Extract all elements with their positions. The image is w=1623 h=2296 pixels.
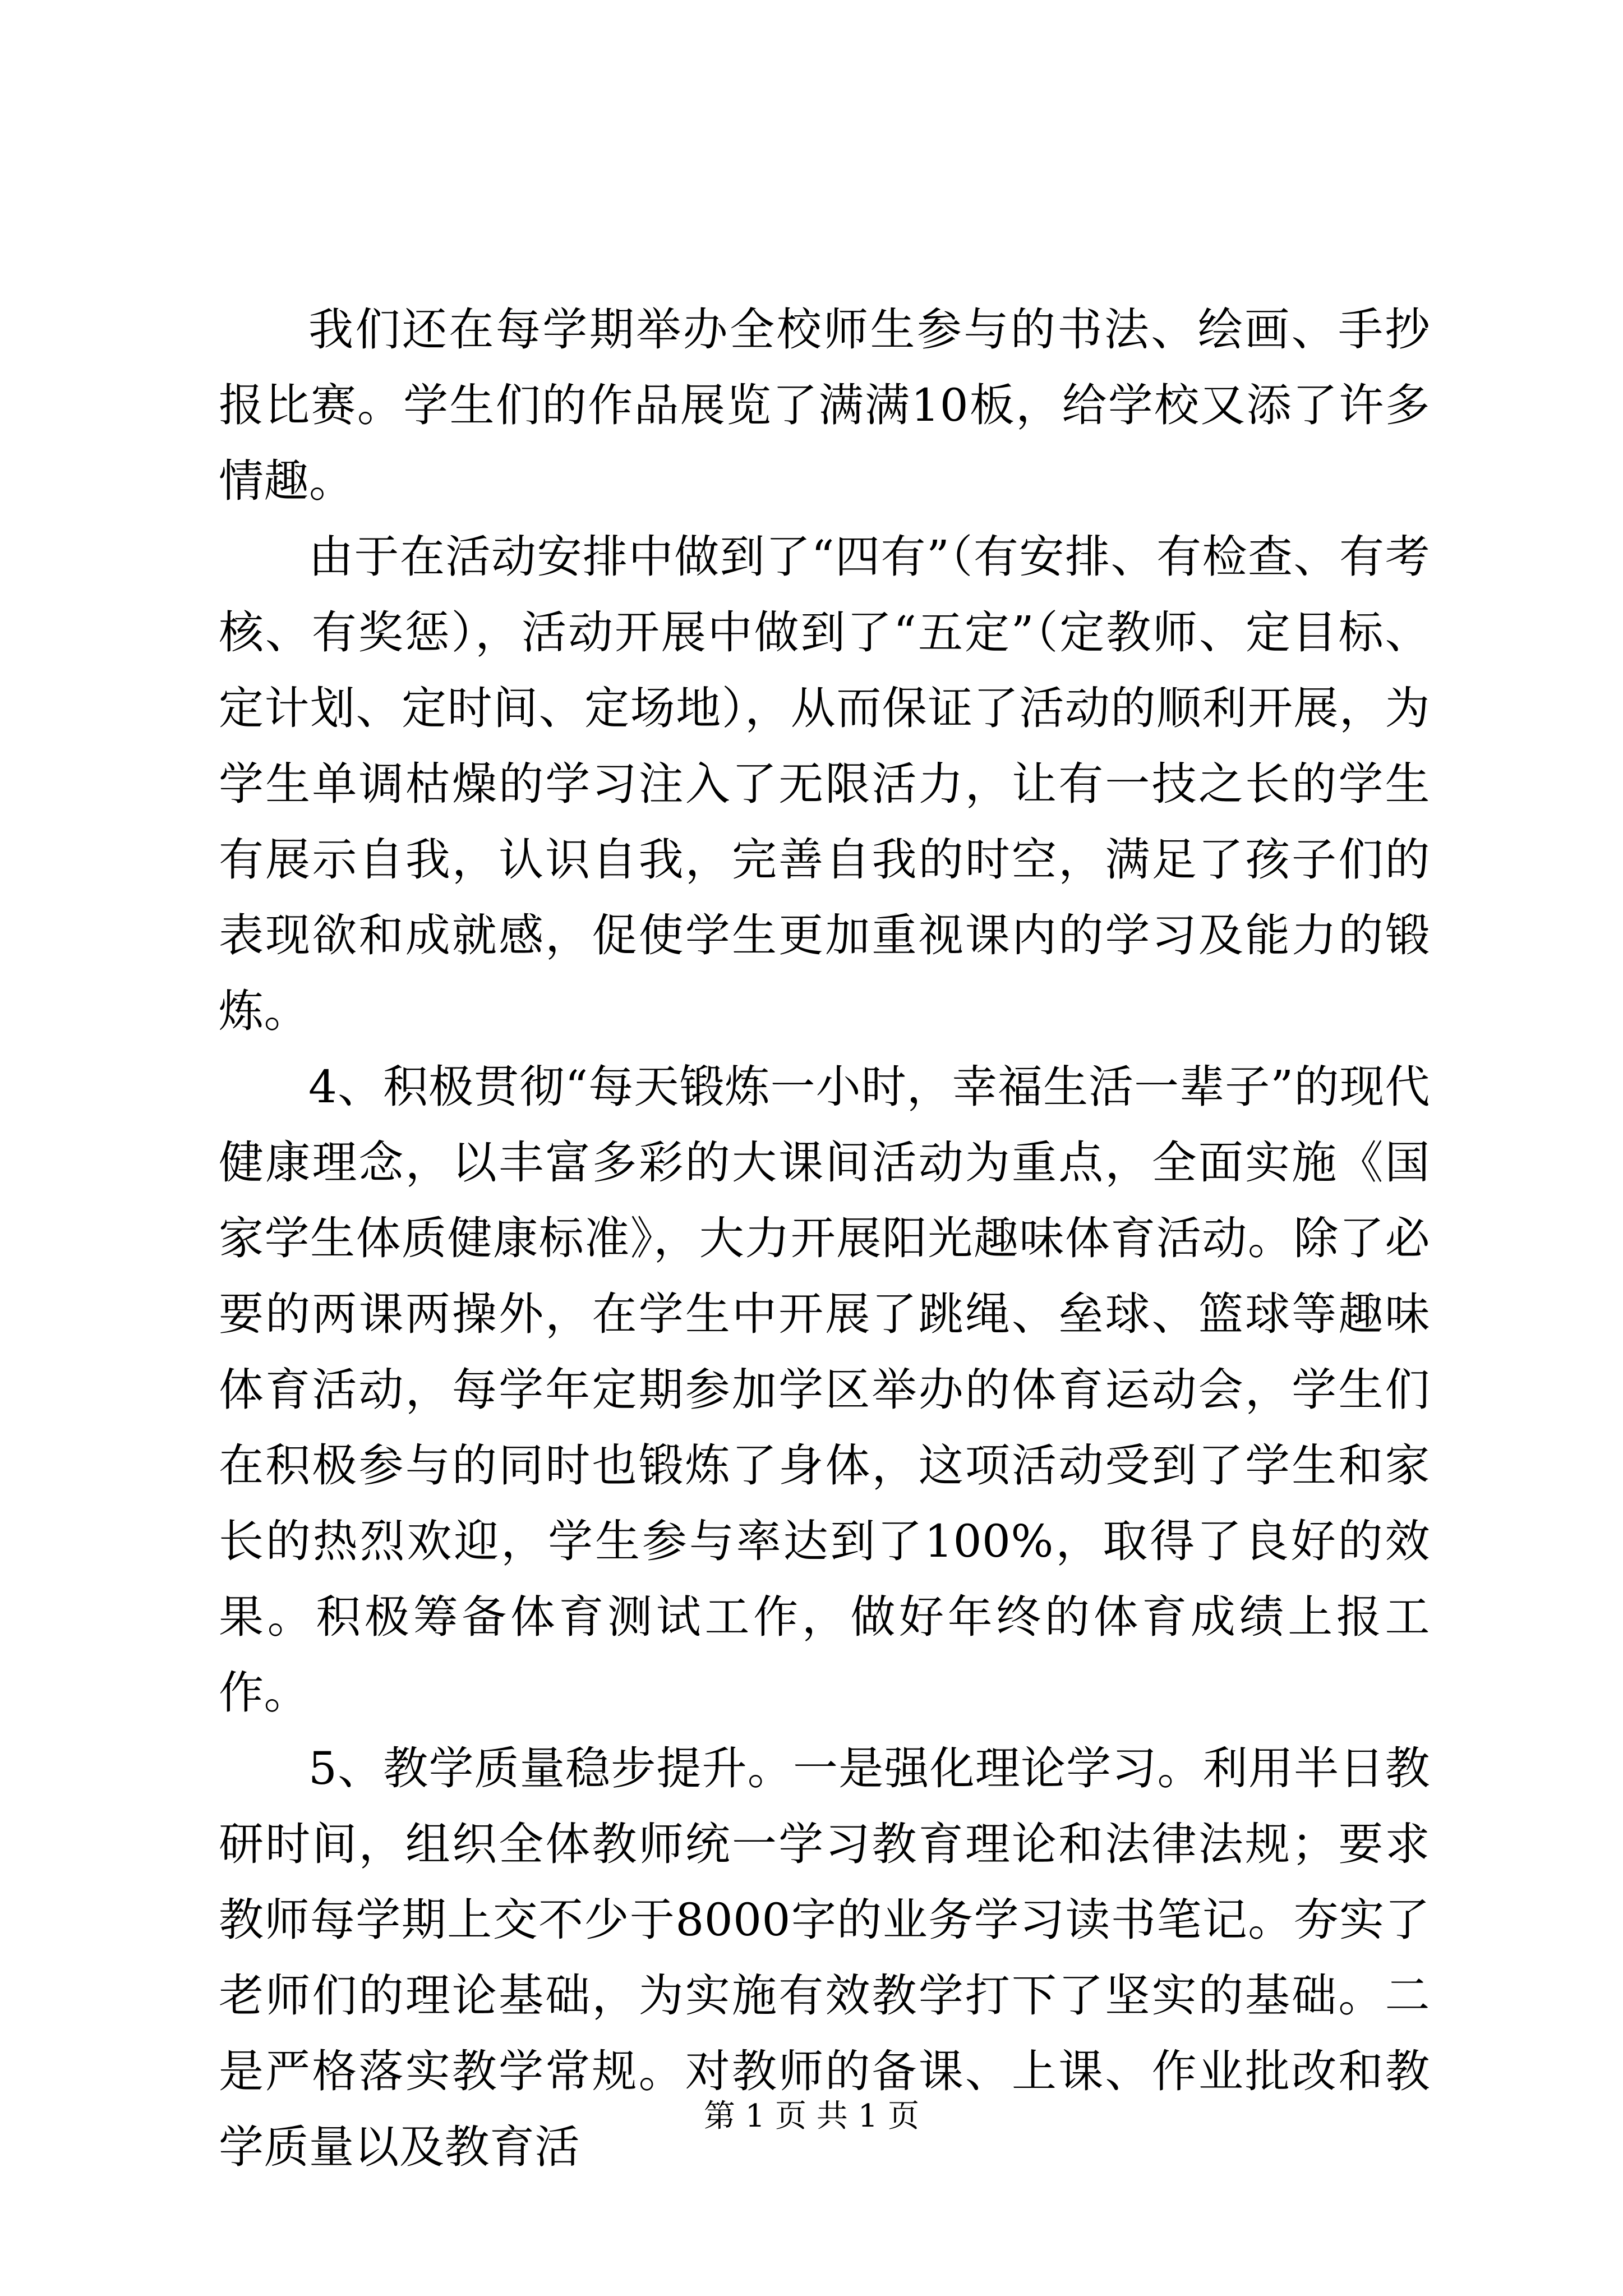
paragraph-teaching-quality: 5、教学质量稳步提升。一是强化理论学习。利用半日教研时间，组织全体教师统一学习教育理论和法律法规；要求教师每学期上交不少于8000字的业务学习读书笔记。夯实了老师们的理论基础，为实施有效教学打下了坚实的基础。二是严格落实教学常规。对教师的备课、上课、作业批改和教学质量以及教育活 xyxy=(219,1742,1430,2173)
paragraph-four-five-principles: 由于在活动安排中做到了“四有”（有安排、有检查、有考核、有奖惩），活动开展中做到了“五定”（定教师、定目标、定计划、定时间、定场地），从而保证了活动的顺利开展，为学生单调枯燥的学习注入了无限活力，让有一技之长的学生有展示自我，认识自我，完善自我的时空，满足了孩子们的表现欲和成就感，促使学生更加重视课内的学习及能力的锻炼。 xyxy=(219,531,1430,1037)
page-footer: 第 1 页 共 1 页 xyxy=(703,2098,920,2134)
paragraph-physical-education: 4、积极贯彻“每天锻炼一小时，幸福生活一辈子”的现代健康理念，以丰富多彩的大课间活动为重点，全面实施《国家学生体质健康标准》，大力开展阳光趣味体育活动。除了必要的两课两操外，在学生中开展了跳绳、垒球、篮球等趣味体育活动，每学年定期参加学区举办的体育运动会，学生们在积极参与的同时也锻炼了身体，这项活动受到了学生和家长的热烈欢迎，学生参与率达到了100%，取得了良好的效果。积极筹备体育测试工作，做好年终的体育成绩上报工作。 xyxy=(219,1061,1430,1719)
document-body xyxy=(219,292,1430,2185)
paragraph-competitions: 我们还在每学期举办全校师生参与的书法、绘画、手抄报比赛。学生们的作品展览了满满10板，给学校又添了许多情趣。 xyxy=(219,303,1430,507)
